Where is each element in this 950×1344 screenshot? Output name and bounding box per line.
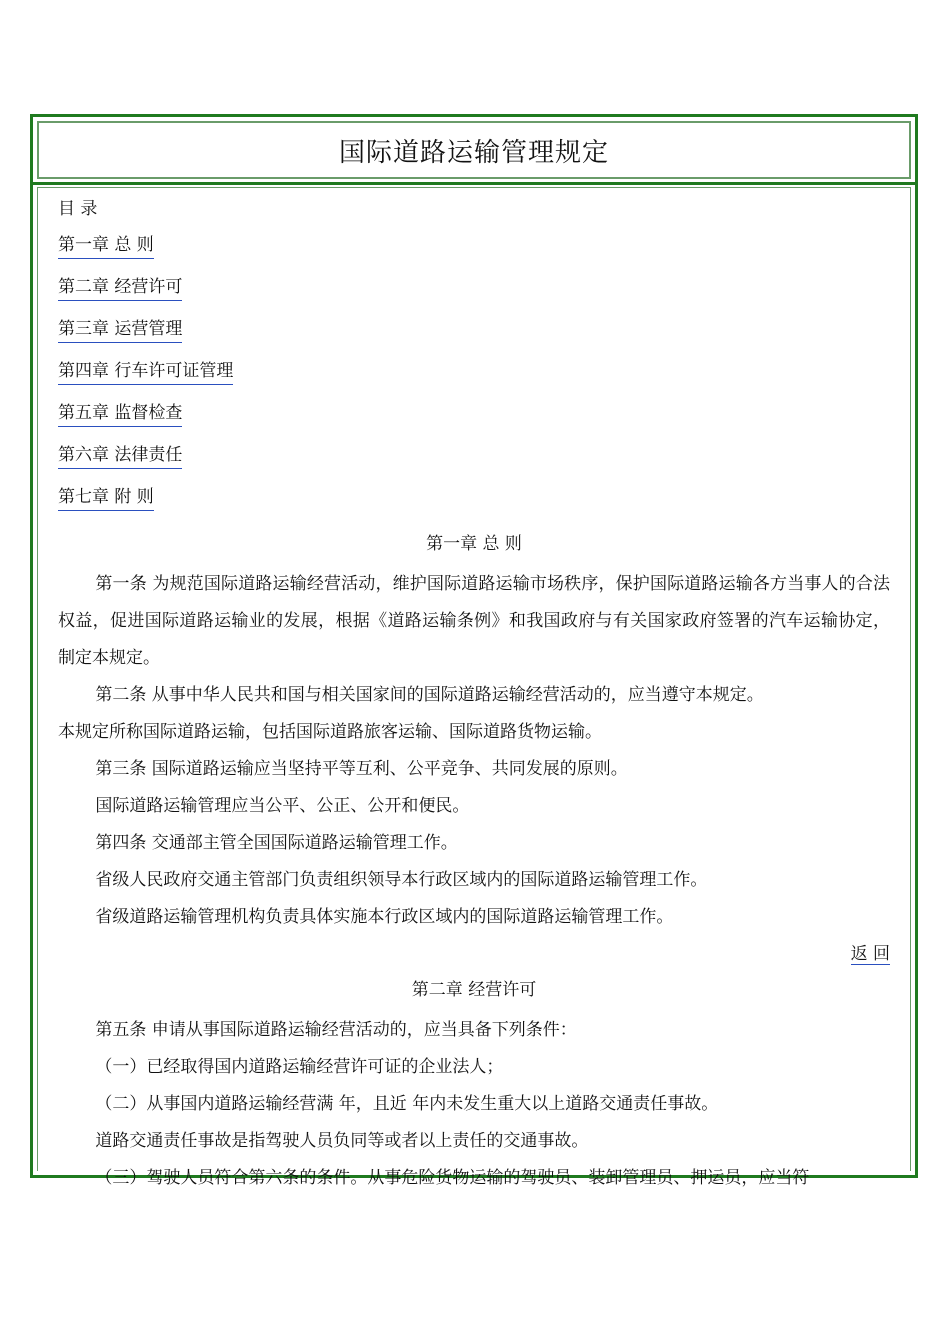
title-box: [37, 121, 911, 179]
article-5: 第五条 申请从事国际道路运输经营活动的，应当具备下列条件：: [95, 1020, 577, 1040]
article-3: 第三条 国际道路运输应当坚持平等互利、公平竞争、共同发展的原则。: [95, 759, 628, 779]
toc-link-chapter-6[interactable]: 第六章 法律责任: [58, 442, 182, 469]
chapter-2-heading: 第二章 经营许可: [411, 980, 537, 1000]
back-link[interactable]: 返 回: [850, 944, 890, 964]
article-4: 第四条 交通部主管全国国际道路运输管理工作。: [95, 833, 458, 853]
article-2-definition: 本规定所称国际道路运输，包括国际道路旅客运输、国际道路货物运输。: [58, 722, 602, 742]
article-1: 第一条 为规范国际道路运输经营活动，维护国际道路运输市场秩序，保护国际道路运输各方当事人的合法权益，促进国际道路运输业的发展，根据《道路运输条例》和我国政府与有关国家政府签署的汽车运输协定，制定本规定。: [58, 574, 890, 668]
page-title: 国际道路运输管理规定: [338, 137, 609, 168]
content-area: [37, 187, 911, 1188]
toc-link-chapter-5[interactable]: 第五章 监督检查: [58, 400, 182, 427]
article-4-agency: 省级道路运输管理机构负责具体实施本行政区域内的国际道路运输管理工作。: [95, 907, 674, 927]
article-5-accident-definition: 道路交通责任事故是指驾驶人员负同等或者以上责任的交通事故。: [95, 1131, 589, 1151]
article-5-item-2: （二）从事国内道路运输经营满 年，且近 年内未发生重大以上道路交通责任事故。: [95, 1094, 719, 1114]
chapter-1-heading: 第一章 总 则: [426, 534, 522, 554]
toc-heading: 目 录: [58, 199, 98, 219]
toc-link-chapter-1[interactable]: 第一章 总 则: [58, 232, 154, 259]
toc-link-chapter-7[interactable]: 第七章 附 则: [58, 484, 154, 511]
toc-link-chapter-4[interactable]: 第四章 行车许可证管理: [58, 358, 233, 385]
article-5-item-1: （一）已经取得国内道路运输经营许可证的企业法人；: [95, 1057, 504, 1077]
title-separator: [33, 182, 915, 185]
toc-link-chapter-2[interactable]: 第二章 经营许可: [58, 274, 182, 301]
toc-link-chapter-3[interactable]: 第三章 运营管理: [58, 316, 182, 343]
article-4-provincial: 省级人民政府交通主管部门负责组织领导本行政区域内的国际道路运输管理工作。: [95, 870, 708, 890]
back-row: [58, 936, 890, 972]
article-3-principle: 国际道路运输管理应当公平、公正、公开和便民。: [95, 796, 470, 816]
document-frame: [30, 114, 918, 1188]
article-5-item-3: （三）驾驶人员符合第六条的条件。从事危险货物运输的驾驶员、装卸管理员、押运员，应当符: [95, 1168, 810, 1188]
article-2: 第二条 从事中华人民共和国与相关国家间的国际道路运输经营活动的，应当遵守本规定。: [95, 685, 764, 705]
